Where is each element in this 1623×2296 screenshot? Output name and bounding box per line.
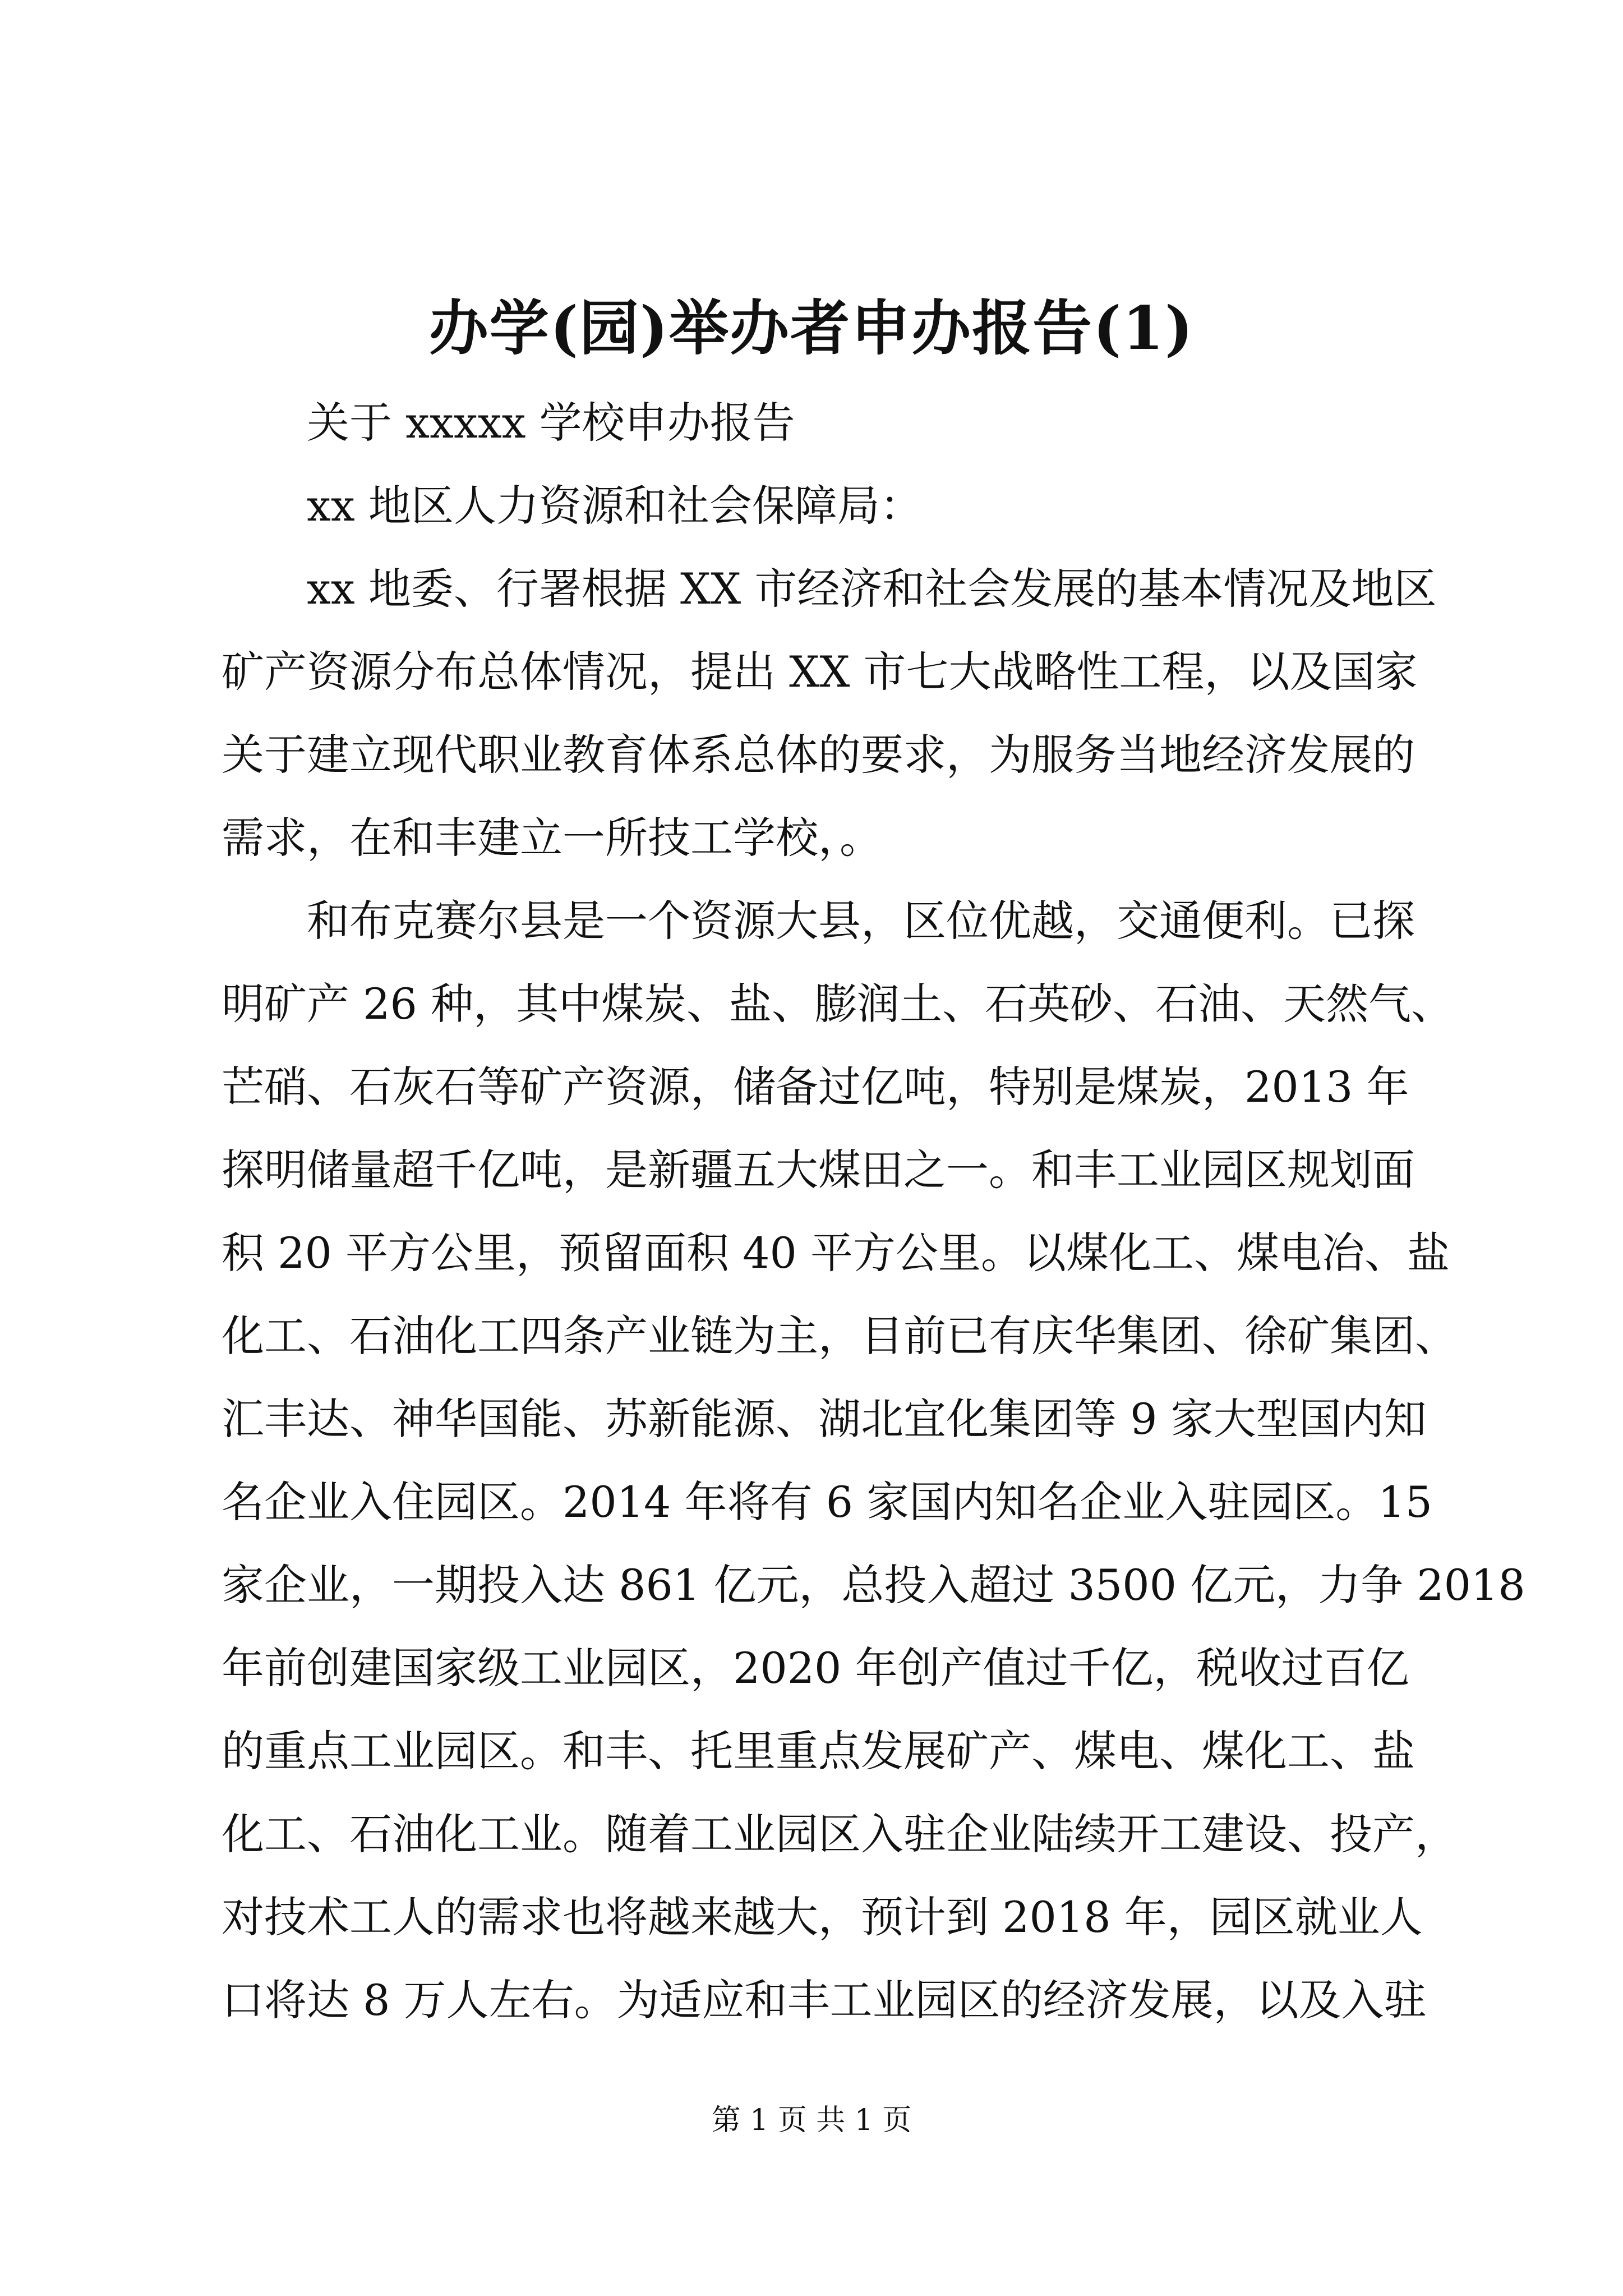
text-line: 关于建立现代职业教育体系总体的要求，为服务当地经济发展的 bbox=[222, 730, 1415, 780]
text-line: 明矿产 26 种，其中煤炭、盐、膨润土、石英砂、石油、天然气、 bbox=[222, 979, 1454, 1029]
page-footer: 第 1 页 共 1 页 bbox=[711, 2104, 912, 2137]
text-line: 矿产资源分布总体情况，提出 XX 市七大战略性工程，以及国家 bbox=[222, 647, 1418, 697]
text-line: 口将达 8 万人左右。为适应和丰工业园区的经济发展，以及入驻 bbox=[222, 1975, 1427, 2025]
text-line: 探明储量超千亿吨，是新疆五大煤田之一。和丰工业园区规划面 bbox=[222, 1145, 1415, 1195]
text-line: 需求，在和丰建立一所技工学校，。 bbox=[222, 813, 882, 863]
text-line: 年前创建国家级工业园区，2020 年创产值过千亿，税收过百亿 bbox=[222, 1643, 1409, 1693]
text-line: 化工、石油化工业。随着工业园区入驻企业陆续开工建设、投产， bbox=[222, 1809, 1458, 1859]
text-line: xx 地区人力资源和社会保障局： bbox=[307, 481, 923, 531]
text-line: 的重点工业园区。和丰、托里重点发展矿产、煤电、煤化工、盐 bbox=[222, 1726, 1415, 1776]
document-body bbox=[222, 381, 1525, 2042]
text-line: 化工、石油化工四条产业链为主，目前已有庆华集团、徐矿集团、 bbox=[222, 1311, 1458, 1361]
text-line: 汇丰达、神华国能、苏新能源、湖北宜化集团等 9 家大型国内知 bbox=[222, 1394, 1427, 1444]
text-line: 家企业，一期投入达 861 亿元，总投入超过 3500 亿元，力争 2018 bbox=[222, 1560, 1525, 1610]
text-line: 芒硝、石灰石等矿产资源，储备过亿吨，特别是煤炭，2013 年 bbox=[222, 1062, 1409, 1112]
text-line: 对技术工人的需求也将越来越大，预计到 2018 年，园区就业人 bbox=[222, 1892, 1423, 1942]
text-line: xx 地委、行署根据 XX 市经济和社会发展的基本情况及地区 bbox=[307, 564, 1437, 614]
text-line: 关于 xxxxx 学校申办报告 bbox=[307, 398, 795, 448]
text-line: 积 20 平方公里，预留面积 40 平方公里。以煤化工、煤电冶、盐 bbox=[222, 1228, 1450, 1278]
text-line: 名企业入住园区。2014 年将有 6 家国内知名企业入驻园区。15 bbox=[222, 1477, 1432, 1527]
text-line: 和布克赛尔县是一个资源大县，区位优越，交通便利。已探 bbox=[307, 896, 1415, 946]
document-title: 办学(园)举办者申办报告(1) bbox=[428, 293, 1195, 363]
